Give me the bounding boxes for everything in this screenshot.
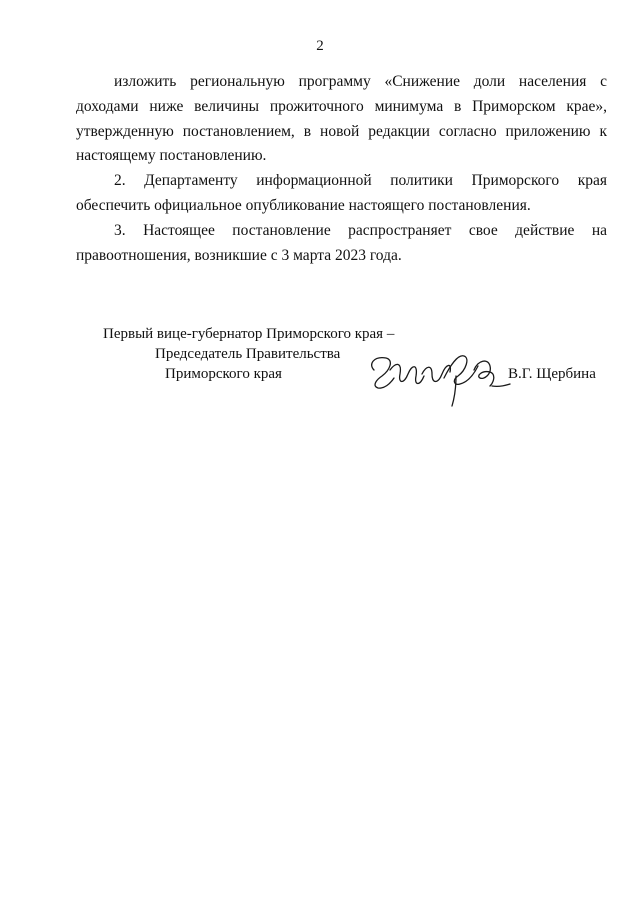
signatory-title-line-2: Председатель Правительства bbox=[155, 346, 341, 362]
signatory-title-line-3: Приморского края bbox=[165, 366, 282, 382]
paragraph-2: 2. Департаменту информационной политики Приморского края обеспечить официальное опубликование настоящего постановления. bbox=[76, 172, 607, 214]
paragraph-3: 3. Настоящее постановление распространяет свое действие на правоотношения, возникшие с 3 марта 2023 года. bbox=[76, 221, 607, 264]
handwritten-signature-icon bbox=[360, 340, 520, 410]
page-number: 2 bbox=[316, 38, 324, 54]
signatory-name: В.Г. Щербина bbox=[508, 366, 596, 382]
document-body bbox=[76, 70, 607, 268]
signature-block bbox=[0, 322, 640, 412]
signatory-title-line-1: Первый вице-губернатор Приморского края – bbox=[103, 326, 395, 342]
paragraph-1: изложить региональную программу «Снижение доли населения с доходами ниже величины прожиточного минимума в Приморском крае», утвержденную постановлением, в новой редакции согласно приложению к настоящему постановлению. bbox=[76, 73, 607, 165]
